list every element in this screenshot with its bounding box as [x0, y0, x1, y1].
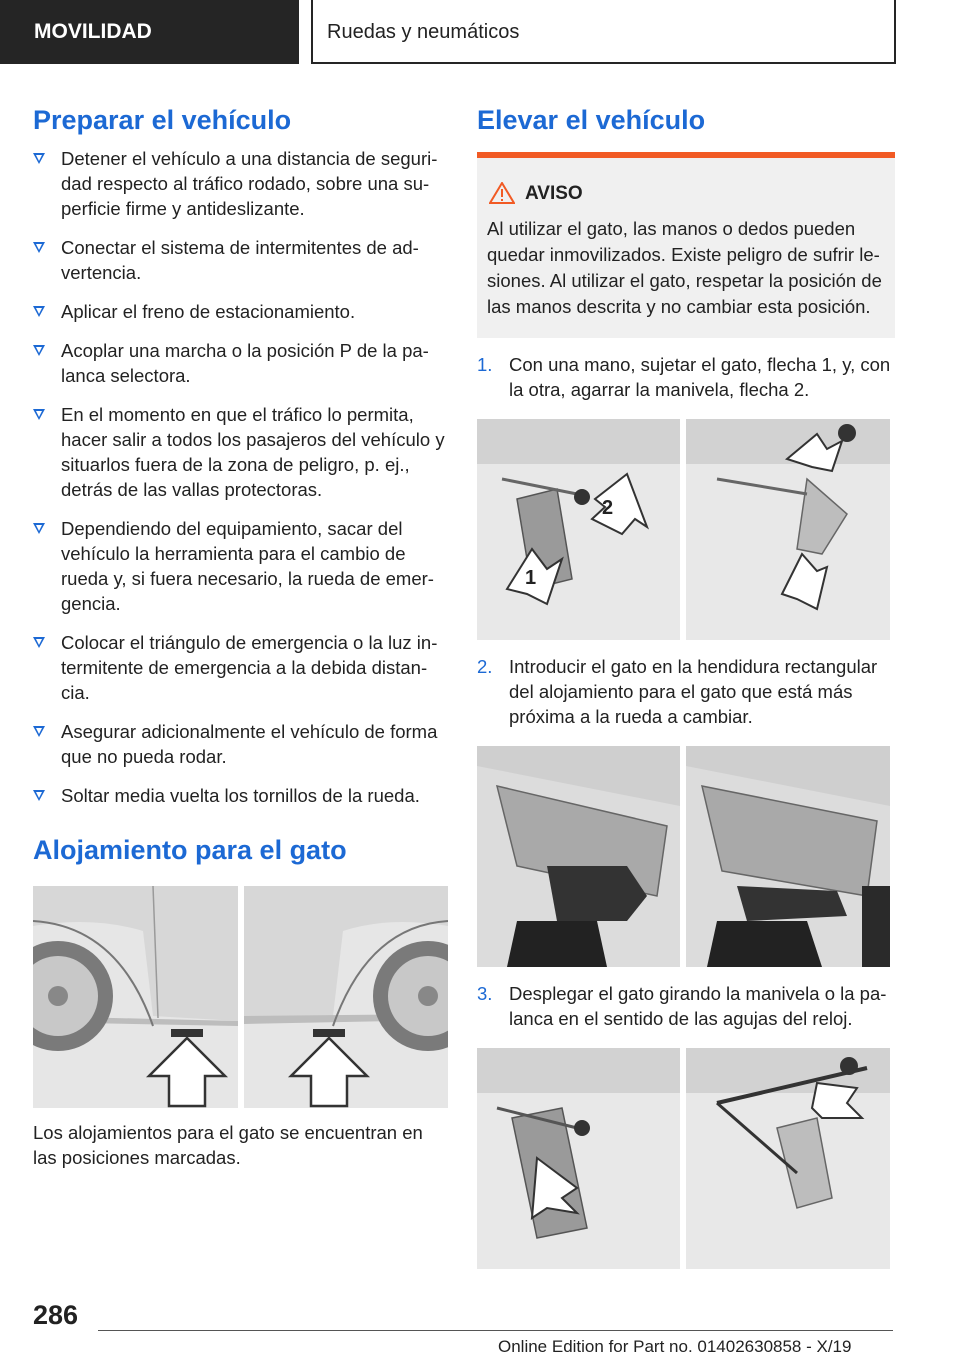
lift-steps-2: [477, 654, 895, 729]
triangle-bullet-icon: [33, 409, 45, 420]
jack-text: Los alojamientos para el gato se encuentran en las posiciones marcadas.: [33, 1122, 423, 1168]
warning-triangle-icon: [489, 182, 515, 204]
list-item: Acoplar una marcha o la posición P de la pa-lanca selectora.: [33, 338, 448, 388]
list-item: Soltar media vuelta los tornillos de la rueda.: [33, 783, 448, 808]
warning-heading: [487, 182, 887, 206]
left-column: [33, 100, 448, 1170]
triangle-bullet-icon: [33, 306, 45, 317]
triangle-bullet-icon: [33, 153, 45, 164]
prepare-steps: [33, 146, 448, 808]
triangle-bullet-icon: [33, 726, 45, 737]
section-label: MOVILIDAD: [0, 0, 299, 64]
list-item: 2. Introducir el gato en la hendidura rectangular del alojamiento para el gato que está más próxima a la rueda a cambiar.: [477, 656, 878, 727]
list-item: Conectar el sistema de intermitentes de ad-vertencia.: [33, 235, 448, 285]
list-item: 3. Desplegar el gato girando la manivela o la pa-lanca en el sentido de las agujas del reloj.: [477, 983, 887, 1029]
jack-hold-illustration: [477, 419, 890, 640]
list-item: 1. Con una mano, sujetar el gato, flecha 1, y, con la otra, agarrar la manivela, flecha 2.: [477, 354, 891, 400]
lift-steps-3: [477, 981, 895, 1031]
triangle-bullet-icon: [33, 637, 45, 648]
page-number: 286: [33, 1300, 79, 1330]
arrow-label-two: 2: [602, 497, 614, 519]
warning-box: [477, 152, 895, 338]
car-jack-points-illustration: [33, 886, 448, 1108]
list-item: Detener el vehículo a una distancia de seguri-dad respecto al tráfico rodado, sobre una su-perficie firme y antideslizante.: [33, 146, 448, 221]
step-number: 2.: [477, 656, 493, 677]
step1-figure: [477, 419, 890, 640]
arrow-label-one: 1: [525, 567, 537, 589]
lift-title: Elevar el vehículo: [477, 105, 706, 135]
edition-text: Online Edition for Part no. 01402630858 - X/19: [498, 1337, 852, 1356]
chapter-label: Ruedas y neumáticos: [311, 0, 896, 64]
step-number: 1.: [477, 354, 493, 375]
page-header: [0, 0, 960, 66]
list-item: En el momento en que el tráfico lo permita, hacer salir a todos los pasajeros del vehículo y situarlos fuera de la zona de peligro, p. ej., detrás de las vallas protectoras.: [33, 402, 448, 502]
warning-label: AVISO: [525, 183, 583, 204]
footer-divider: [98, 1330, 893, 1331]
triangle-bullet-icon: [33, 345, 45, 356]
triangle-bullet-icon: [33, 242, 45, 253]
jack-insert-illustration: [477, 746, 890, 967]
step-number: 3.: [477, 983, 493, 1004]
prepare-title: Preparar el vehículo: [33, 105, 292, 135]
list-item: Dependiendo del equipamiento, sacar del vehículo la herramienta para el cambio de rueda y, si fuera necesario, la rueda de emer-gencia.: [33, 516, 448, 616]
jack-crank-illustration: [477, 1048, 890, 1269]
warning-text: Al utilizar el gato, las manos o dedos pueden quedar inmovilizados. Existe peligro de sufrir le-siones. Al utilizar el gato, respetar la posición de las manos descrita y no cambiar esta posición.: [487, 218, 882, 317]
list-item: Aplicar el freno de estacionamiento.: [33, 299, 448, 324]
triangle-bullet-icon: [33, 790, 45, 801]
jack-title: Alojamiento para el gato: [33, 835, 347, 865]
list-item: Asegurar adicionalmente el vehículo de forma que no pueda rodar.: [33, 719, 448, 769]
step2-figure: [477, 746, 890, 967]
step3-figure: [477, 1048, 890, 1269]
lift-steps: [477, 352, 895, 402]
jack-points-figure: [33, 886, 448, 1108]
triangle-bullet-icon: [33, 523, 45, 534]
list-item: Colocar el triángulo de emergencia o la luz in-termitente de emergencia a la debida distan-cia.: [33, 630, 448, 705]
right-column: [477, 100, 895, 1269]
